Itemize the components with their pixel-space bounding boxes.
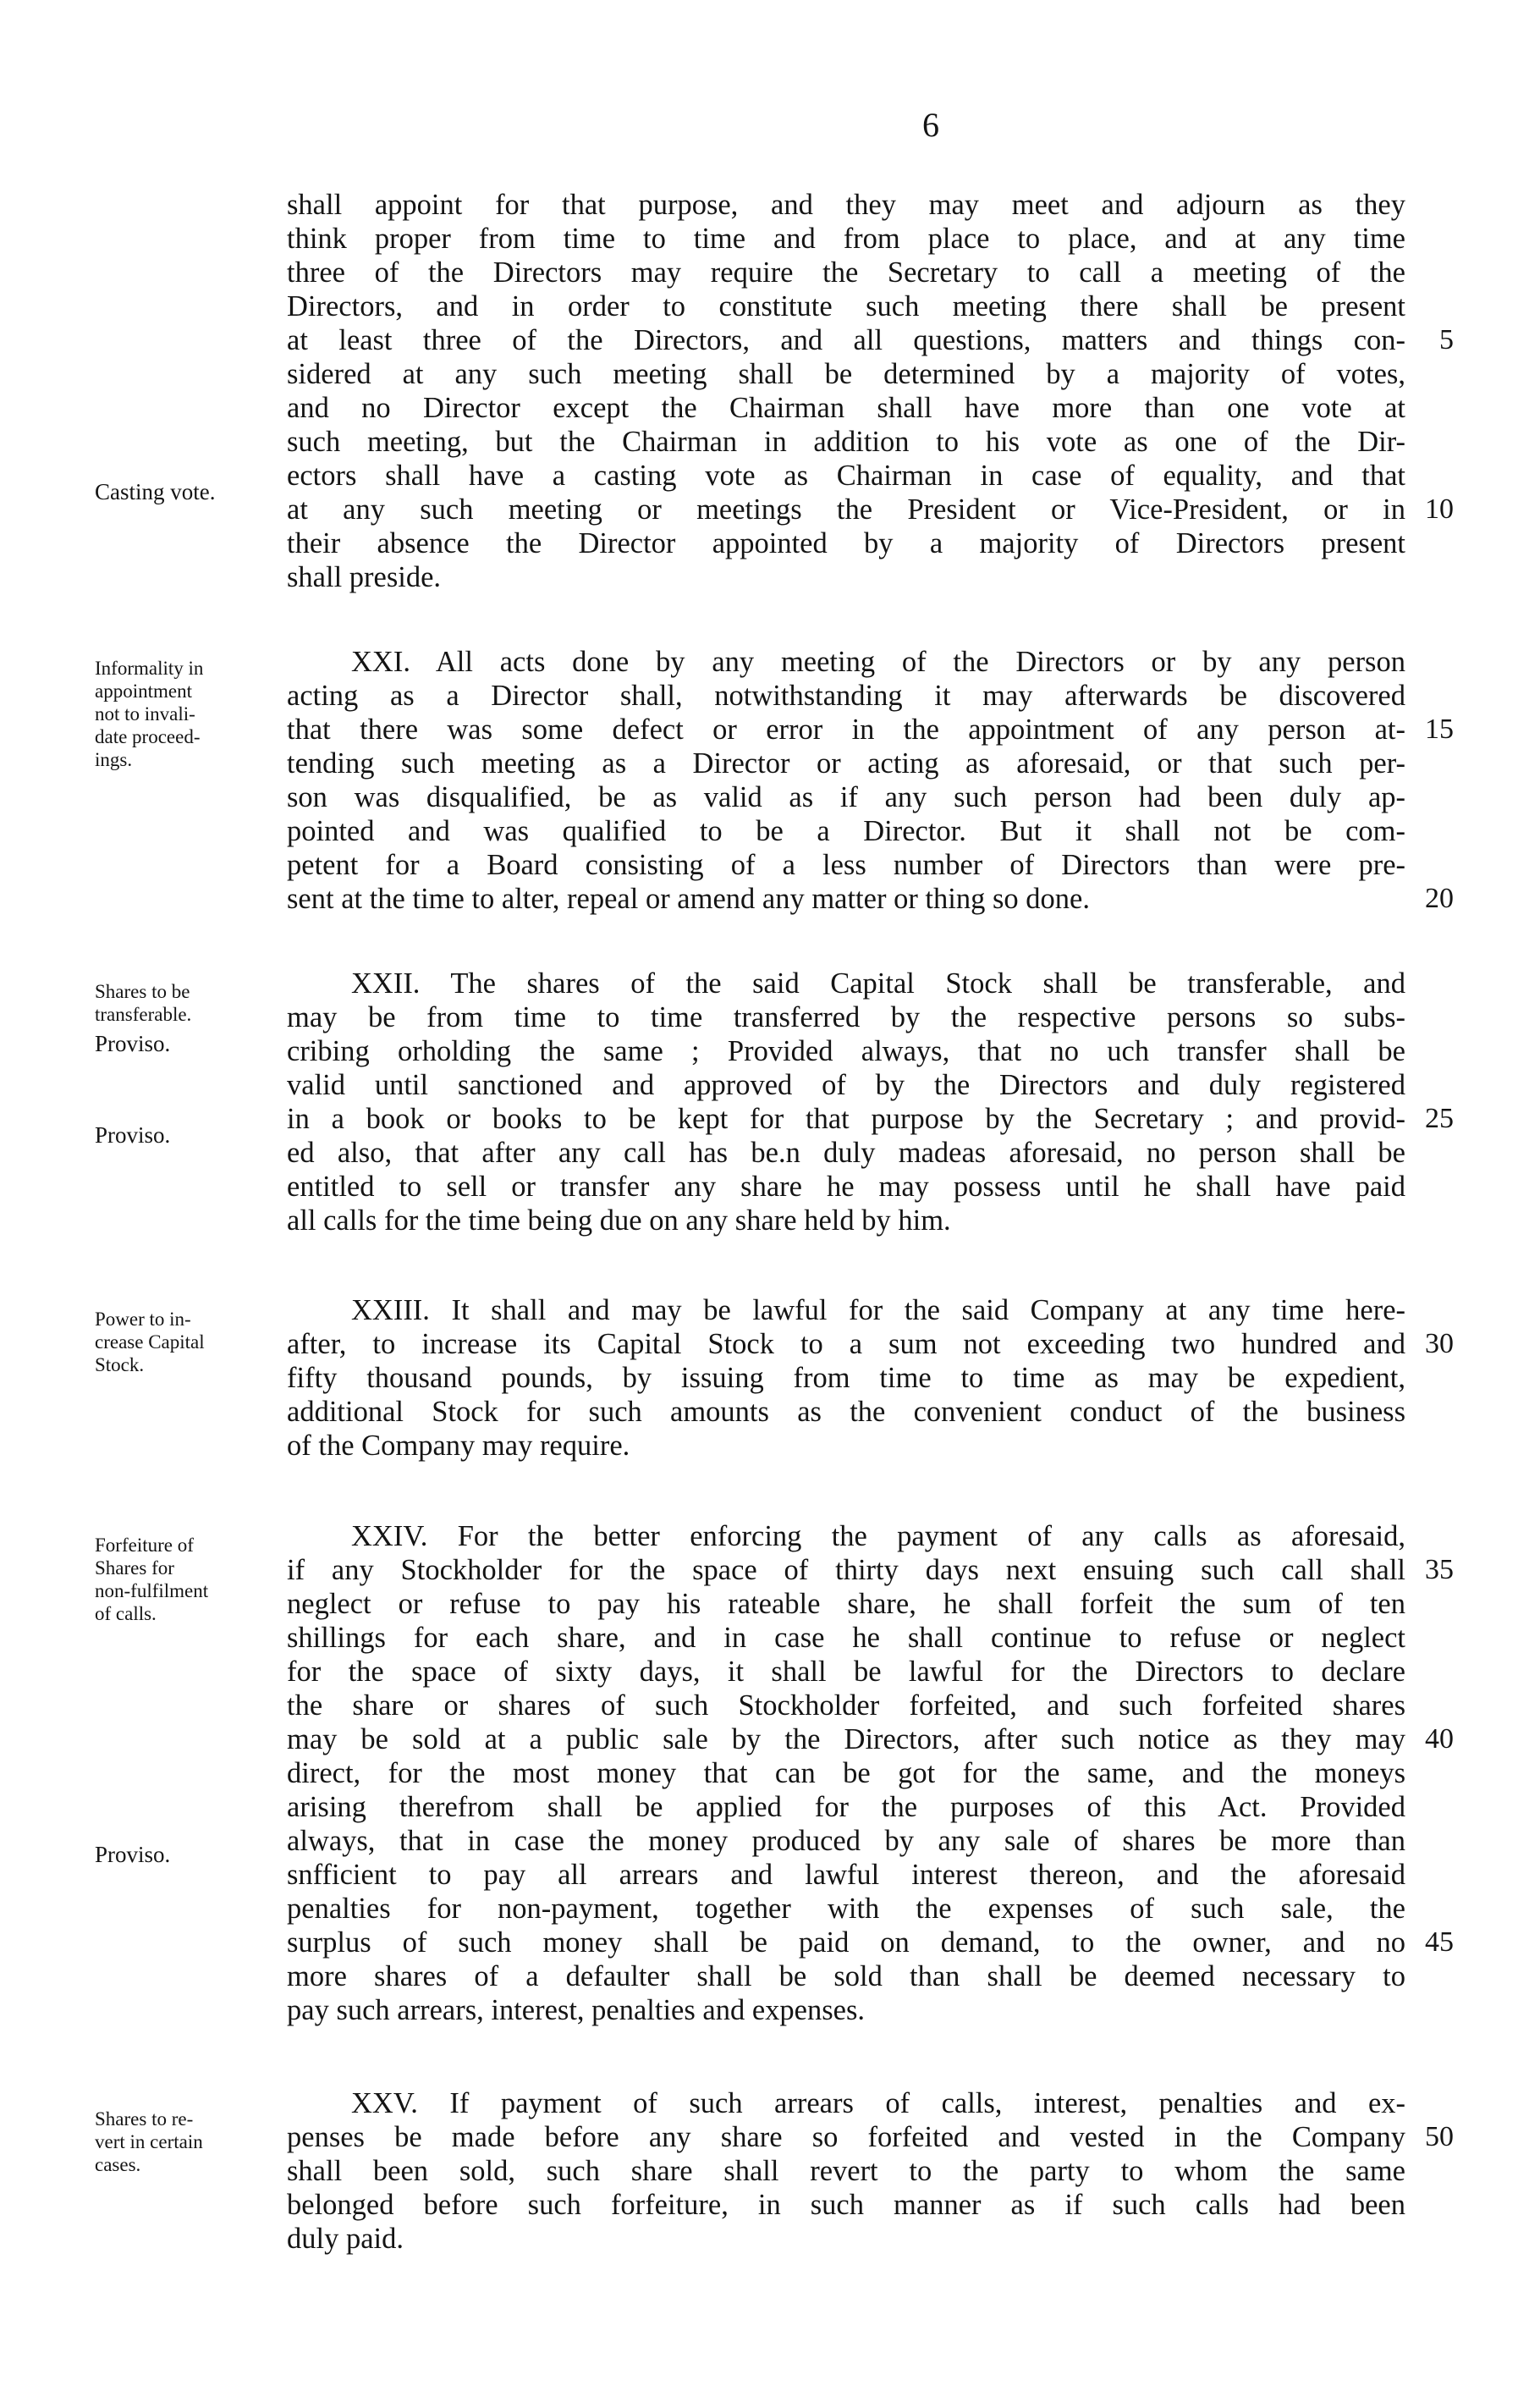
page-number: 6: [922, 106, 939, 144]
body-line: valid until sanctioned and approved of by the Directors and duly registered: [287, 1069, 1405, 1101]
body-line: duly paid.: [287, 2223, 404, 2255]
body-line: entitled to sell or transfer any share he may possess until he shall have paid: [287, 1171, 1405, 1203]
body-line: three of the Directors may require the Secretary to call a meeting of the: [287, 256, 1405, 289]
body-line: at any such meeting or meetings the President or Vice-President, or in: [287, 493, 1405, 526]
margin-note-line: Shares to re-: [95, 2108, 194, 2130]
body-line: fifty thousand pounds, by issuing from time to time as may be expedient,: [287, 1362, 1405, 1394]
margin-note-line: Forfeiture of: [95, 1535, 194, 1556]
body-line: if any Stockholder for the space of thirty days next ensuing such call shall: [287, 1554, 1405, 1586]
margin-note-proviso: Proviso.: [95, 1122, 171, 1148]
body-line: Directors, and in order to constitute such meeting there shall be present: [287, 290, 1405, 322]
margin-note-line: Shares for: [95, 1557, 174, 1579]
body-line: of the Company may require.: [287, 1430, 630, 1462]
body-line: arising therefrom shall be applied for the purposes of this Act. Provided: [287, 1791, 1405, 1823]
line-number: 40: [1425, 1723, 1454, 1755]
body-line: and no Director except the Chairman shall have more than one vote at: [287, 392, 1405, 424]
body-line: always, that in case the money produced by any sale of shares be more than: [287, 1825, 1405, 1857]
line-number: 50: [1425, 2121, 1454, 2152]
section-heading-line: XXI. All acts done by any meeting of the Directors or by any person: [351, 646, 1405, 678]
line-number: 45: [1425, 1926, 1454, 1958]
body-line: son was disqualified, be as valid as if any such person had been duly ap-: [287, 781, 1405, 813]
margin-note-line: crease Capital: [95, 1331, 205, 1353]
body-line: at least three of the Directors, and all questions, matters and things con-: [287, 324, 1405, 356]
body-line: such meeting, but the Chairman in addition to his vote as one of the Dir-: [287, 426, 1405, 458]
body-line: all calls for the time being due on any share held by him.: [287, 1204, 951, 1237]
body-line: pointed and was qualified to be a Director. But it shall not be com-: [287, 815, 1405, 847]
margin-note-line: date proceed-: [95, 726, 201, 747]
body-line: direct, for the most money that can be got for the same, and the moneys: [287, 1757, 1405, 1789]
body-line: after, to increase its Capital Stock to a sum not exceeding two hundred and: [287, 1328, 1405, 1360]
line-number: 10: [1425, 493, 1454, 525]
margin-note-power-increase: [95, 1308, 289, 1376]
body-line: shall been sold, such share shall revert to the party to whom the same: [287, 2155, 1405, 2187]
line-number: 20: [1425, 883, 1454, 914]
body-line: shall appoint for that purpose, and they may meet and adjourn as they: [287, 189, 1405, 221]
margin-note-informality: [95, 657, 289, 771]
body-line: more shares of a defaulter shall be sold than shall be deemed necessary to: [287, 1960, 1405, 1992]
body-line: that there was some defect or error in the appointment of any person at-: [287, 714, 1405, 746]
margin-note-line: transferable.: [95, 1004, 192, 1025]
margin-note-shares-transferable: [95, 980, 289, 1026]
line-number: 35: [1425, 1554, 1454, 1585]
body-line: think proper from time to time and from place to place, and at any time: [287, 223, 1405, 255]
body-line: surplus of such money shall be paid on demand, to the owner, and no: [287, 1926, 1405, 1959]
body-line: sent at the time to alter, repeal or amend any matter or thing so done.: [287, 883, 1090, 915]
body-line: belonged before such forfeiture, in such manner as if such calls had been: [287, 2189, 1405, 2221]
margin-note-line: of calls.: [95, 1603, 157, 1624]
section-heading-line: XXIII. It shall and may be lawful for the said Company at any time here-: [351, 1294, 1405, 1326]
body-line: the share or shares of such Stockholder forfeited, and such forfeited shares: [287, 1689, 1405, 1722]
margin-note-line: not to invali-: [95, 703, 195, 725]
body-line: shillings for each share, and in case he shall continue to refuse or neglect: [287, 1622, 1405, 1654]
body-line: sidered at any such meeting shall be determined by a majority of votes,: [287, 358, 1405, 390]
margin-note-line: Shares to be: [95, 981, 190, 1002]
section-heading-line: XXIV. For the better enforcing the payment of any calls as aforesaid,: [351, 1520, 1405, 1552]
body-line: neglect or refuse to pay his rateable share, he shall forfeit the sum of ten: [287, 1588, 1405, 1620]
margin-note-line: Stock.: [95, 1354, 145, 1375]
body-line: penalties for non-payment, together with the expenses of such sale, the: [287, 1893, 1405, 1925]
body-line: snfficient to pay all arrears and lawful interest thereon, and the aforesaid: [287, 1859, 1405, 1891]
line-number: 15: [1425, 714, 1454, 745]
body-line: in a book or books to be kept for that purpose by the Secretary ; and provid-: [287, 1103, 1405, 1135]
margin-note-line: appointment: [95, 681, 192, 702]
body-line: shall preside.: [287, 561, 442, 593]
margin-note-line: non-fulfilment: [95, 1580, 209, 1601]
body-line: tending such meeting as a Director or acting as aforesaid, or that such per-: [287, 747, 1405, 780]
body-line: ed also, that after any call has be.n duly madeas aforesaid, no person shall be: [287, 1137, 1405, 1169]
body-line: may be from time to time transferred by the respective persons so subs-: [287, 1001, 1405, 1033]
body-line: acting as a Director shall, notwithstanding it may afterwards be discovered: [287, 680, 1405, 712]
margin-note-line: Informality in: [95, 658, 204, 679]
margin-note-casting-vote: Casting vote.: [95, 479, 216, 504]
body-line: petent for a Board consisting of a less number of Directors than were pre-: [287, 849, 1405, 881]
body-line: pay such arrears, interest, penalties and expenses.: [287, 1994, 866, 2026]
body-line: for the space of sixty days, it shall be lawful for the Directors to declare: [287, 1656, 1405, 1688]
section-heading-line: XXV. If payment of such arrears of calls, interest, penalties and ex-: [351, 2087, 1405, 2119]
margin-note-proviso: Proviso.: [95, 1031, 171, 1056]
body-line: penses be made before any share so forfeited and vested in the Company: [287, 2121, 1405, 2153]
margin-note-shares-revert: [95, 2108, 289, 2176]
margin-note-line: ings.: [95, 749, 133, 770]
body-line: their absence the Director appointed by a majority of Directors present: [287, 527, 1405, 559]
line-number: 30: [1425, 1328, 1454, 1359]
line-number: 25: [1425, 1103, 1454, 1134]
margin-note-line: cases.: [95, 2154, 141, 2175]
body-line: may be sold at a public sale by the Directors, after such notice as they may: [287, 1723, 1405, 1755]
body-line: cribing orholding the same ; Provided always, that no uch transfer shall be: [287, 1035, 1405, 1067]
line-number: 5: [1439, 324, 1454, 355]
margin-note-line: Power to in-: [95, 1309, 191, 1330]
margin-note-line: vert in certain: [95, 2131, 203, 2152]
body-line: additional Stock for such amounts as the convenient conduct of the business: [287, 1396, 1405, 1428]
margin-note-forfeiture: [95, 1534, 289, 1625]
section-heading-line: XXII. The shares of the said Capital Stock shall be transferable, and: [351, 967, 1405, 1000]
body-line: ectors shall have a casting vote as Chairman in case of equality, and that: [287, 460, 1405, 492]
margin-note-proviso: Proviso.: [95, 1842, 171, 1867]
